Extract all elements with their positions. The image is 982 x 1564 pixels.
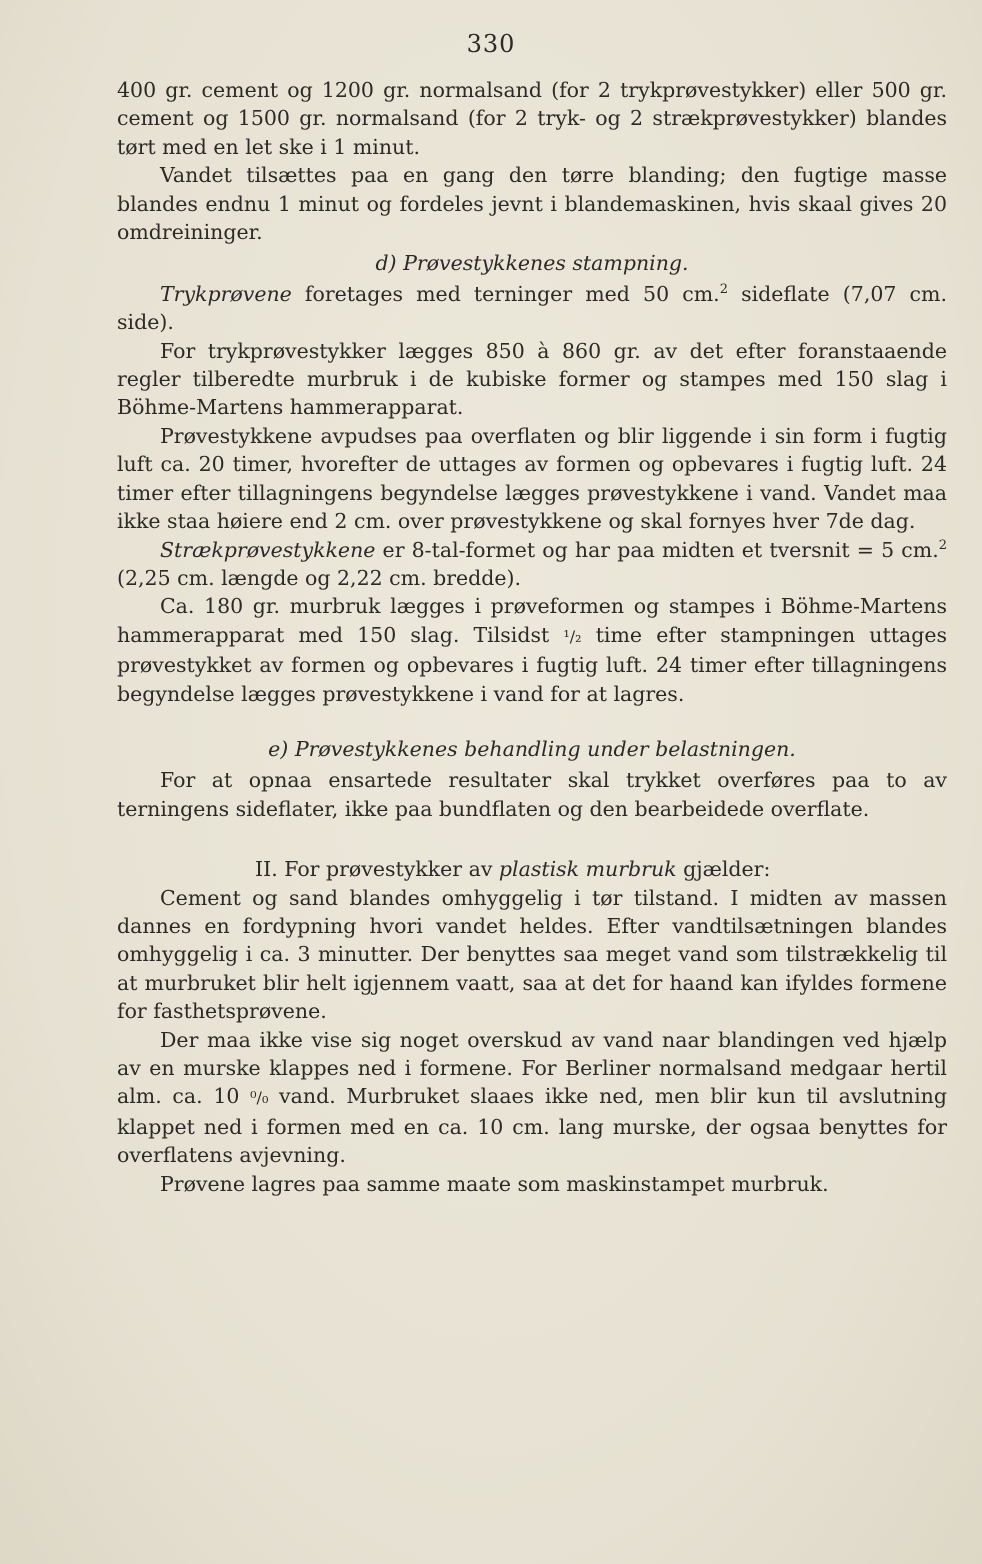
paragraph-straekproevestykkene: Strækprøvestykkene er 8-tal-formet og har paa midten et tversnit = 5 cm.$^2$ (2,25 cm. længde og 2,22 cm. bredde). [117, 537, 947, 590]
term-plastisk-murbruk: plastisk murbruk [498, 857, 677, 882]
section-heading-ii: II. For prøvestykker av plastisk murbruk gjælder: [255, 857, 771, 882]
paragraph-avpudses: Prøvestykkene avpudses paa overflaten og blir liggende i sin form i fugtig luft ca. 20 timer, hvorefter de uttages av formen og opbevares i fugtig luft. 24 timer efter tillagningens begyndelse lægges prøvestykkene i vand. Vandet maa ikke staa høiere end 2 cm. over prøvestykkene og skal fornyes hver 7de dag. [117, 423, 947, 534]
paragraph-overskud-vand: Der maa ikke vise sig noget overskud av vand naar blandingen ved hjælp av en murske klappes ned i formene. For Berliner normalsand medgaar hertil alm. ca. 10 ⁰/₀ vand. Murbruket slaaes ikke ned, men blir kun til avslutning klappet ned i formen med en ca. 10 cm. lang murske, der ogsaa benyttes for overflatens avjevning. [117, 1027, 947, 1168]
term-straekproevestykkene: Strækprøvestykkene [160, 537, 376, 562]
paragraph-trykket: For at opnaa ensartede resultater skal trykket overføres paa to av terningens sideflater, ikke paa bundflaten og den bearbeidede overflate. [117, 768, 947, 821]
paragraph-water-mixing: Vandet tilsættes paa en gang den tørre blanding; den fugtige masse blandes endnu 1 minut og fordeles jevnt i blandemaskinen, hvis skaal gives 20 omdreininger. [117, 163, 947, 245]
paragraph-proevene-lagres: Prøvene lagres paa samme maate som maskinstampet murbruk. [160, 1171, 829, 1196]
paragraph-trykproevene: Trykprøvene foretages med terninger med 50 cm.$^2$ sideflate (7,07 cm. side). [117, 281, 947, 335]
page-body [117, 76, 947, 1198]
paragraph-murbruk-180: Ca. 180 gr. murbruk lægges i prøveformen og stampes i Böhme-Martens hammerapparat med 150 slag. Tilsidst ¹/₂ time efter stampningen uttages prøvestykket av formen og opbevares i fugtig luft. 24 timer efter tillagningens begyndelse lægges prøvestykkene i vand for at lagres. [117, 594, 947, 706]
heading-d-stampning: d) Prøvestykkenes stampning. [375, 251, 689, 276]
paragraph-trykproevestykker: For trykprøvestykker lægges 850 à 860 gr. av det efter foranstaaende regler tilberedte murbruk i de kubiske former og stampes med 150 slag i Böhme-Martens hammerapparat. [117, 338, 947, 420]
term-trykproevene: Trykprøvene [160, 281, 292, 306]
heading-e-behandling: e) Prøvestykkenes behandling under belastningen. [268, 736, 796, 761]
paragraph-mix-amounts: 400 gr. cement og 1200 gr. normalsand (for 2 trykprøvestykker) eller 500 gr. cement og 1500 gr. normalsand (for 2 tryk- og 2 strækprøvestykker) blandes tørt med en let ske i 1 minut. [117, 78, 947, 159]
paragraph-cement-og-sand: Cement og sand blandes omhyggelig i tør tilstand. I midten av massen dannes en fordypning hvori vandet heldes. Efter vandtilsætningen blandes omhyggelig i ca. 3 minutter. Der benyttes saa meget vand som tilstrækkelig til at murbruket blir helt igjennem vaatt, saa at det for haand kan ifyldes formene for fasthetsprøvene. [117, 885, 947, 1024]
page-number: 330 [466, 30, 516, 58]
